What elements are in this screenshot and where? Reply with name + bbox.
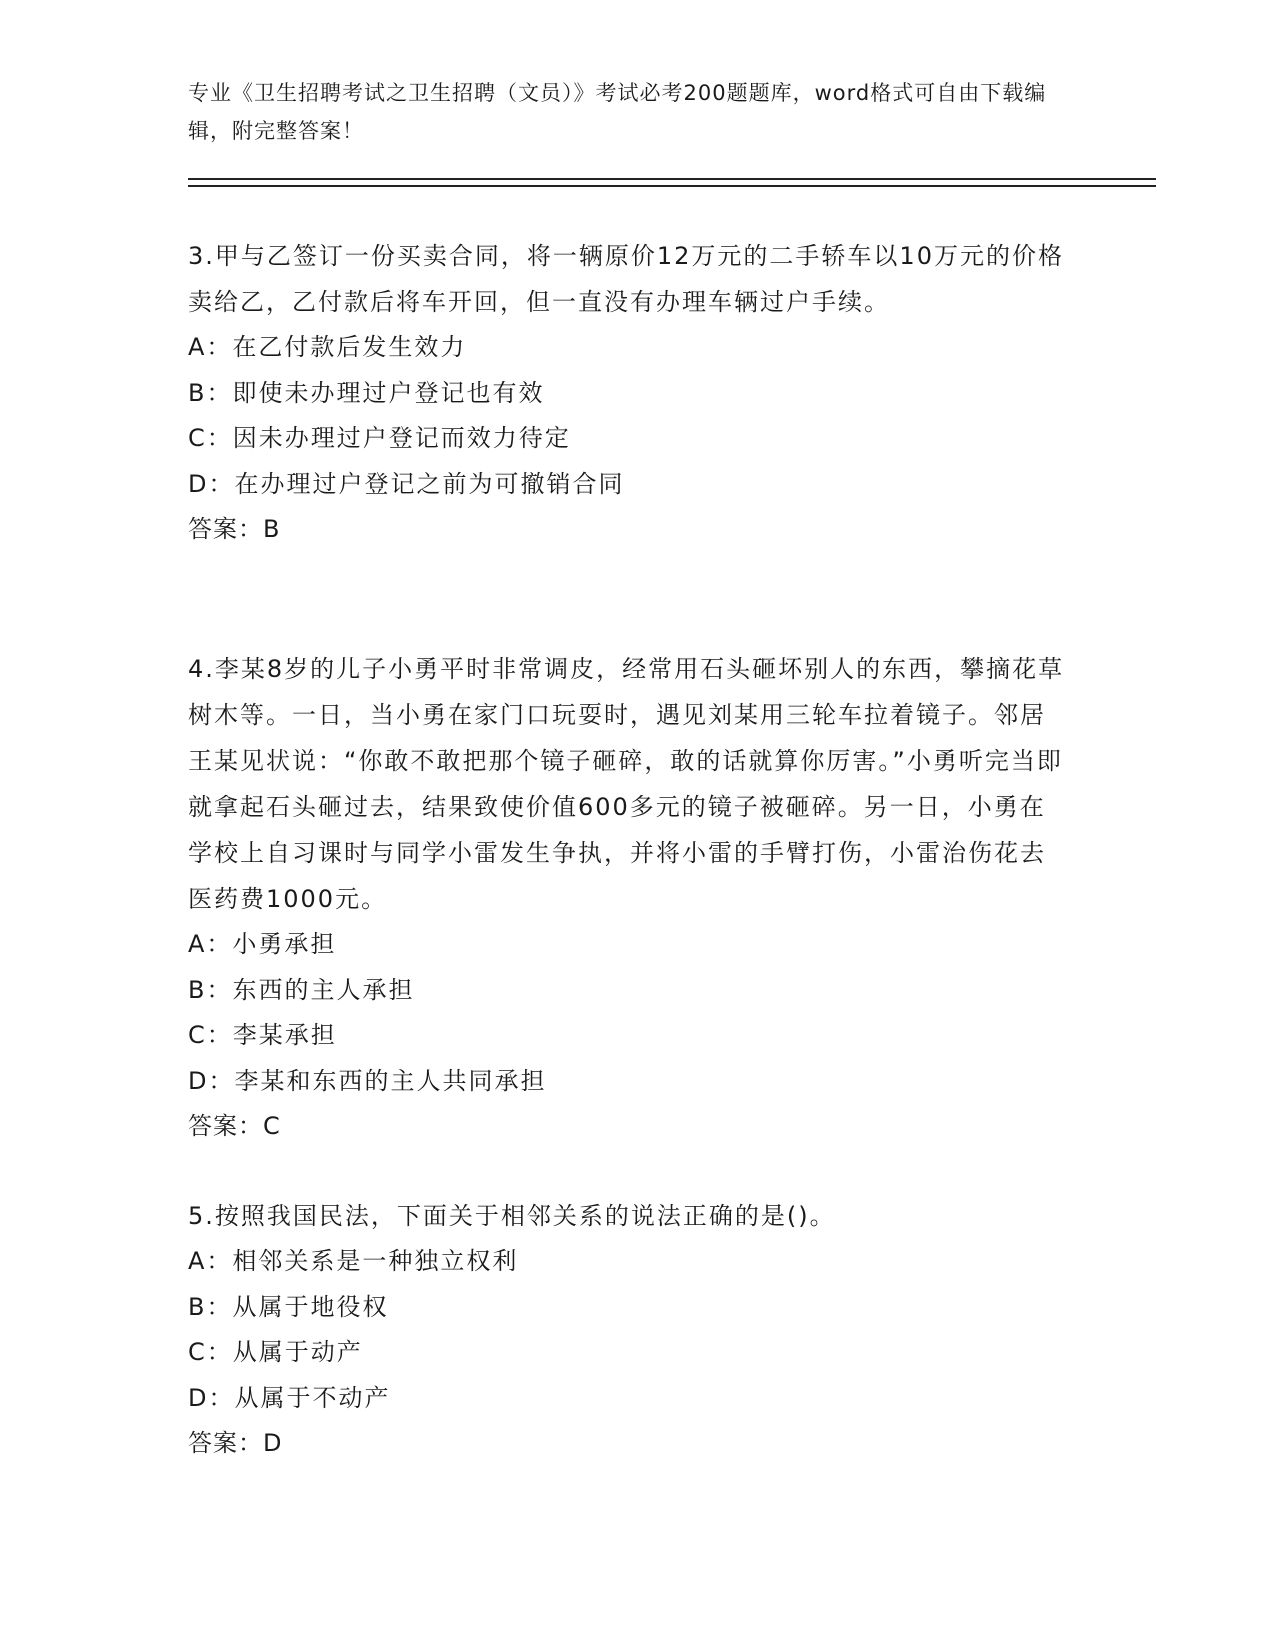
document-header: 专业《卫生招聘考试之卫生招聘（文员）》考试必考200题题库，word格式可自由下载编辑，附完整答案！ bbox=[188, 81, 1047, 143]
answer: 答案：D bbox=[188, 1429, 283, 1457]
answer: 答案：C bbox=[188, 1112, 281, 1140]
option-b: B：东西的主人承担 bbox=[188, 975, 415, 1004]
option-c: C：李某承担 bbox=[188, 1021, 337, 1049]
header-divider-bottom bbox=[188, 185, 1156, 187]
option-b: B：从属于地役权 bbox=[188, 1292, 389, 1321]
question-3 bbox=[188, 233, 1068, 553]
option-b: B：即使未办理过户登记也有效 bbox=[188, 378, 545, 407]
header-divider-top bbox=[188, 178, 1156, 180]
option-d: D：李某和东西的主人共同承担 bbox=[188, 1066, 547, 1095]
question-stem: 4.李某8岁的儿子小勇平时非常调皮，经常用石头砸坏别人的东西，攀摘花草树木等。一日，当小勇在家门口玩耍时，遇见刘某用三轮车拉着镜子。邻居王某见状说：“你敢不敢把那个镜子砸碎，敢的话就算你厉害。”小勇听完当即就拿起石头砸过去，结果致使价值600多元的镜子被砸碎。另一日，小勇在学校上自习课时与同学小雷发生争执，并将小雷的手臂打伤，小雷治伤花去医药费1000元。 bbox=[188, 655, 1065, 913]
option-a: A：在乙付款后发生效力 bbox=[188, 333, 467, 361]
option-d: D：在办理过户登记之前为可撤销合同 bbox=[188, 469, 625, 498]
option-a: A：小勇承担 bbox=[188, 930, 337, 958]
question-stem: 5.按照我国民法，下面关于相邻关系的说法正确的是()。 bbox=[188, 1202, 836, 1230]
option-a: A：相邻关系是一种独立权利 bbox=[188, 1247, 519, 1275]
option-c: C：从属于动产 bbox=[188, 1338, 363, 1366]
question-4 bbox=[188, 646, 1068, 1150]
option-d: D：从属于不动产 bbox=[188, 1383, 391, 1412]
answer: 答案：B bbox=[188, 515, 281, 543]
question-5 bbox=[188, 1193, 1068, 1467]
option-c: C：因未办理过户登记而效力待定 bbox=[188, 424, 571, 452]
question-stem: 3.甲与乙签订一份买卖合同，将一辆原价12万元的二手轿车以10万元的价格卖给乙，乙付款后将车开回，但一直没有办理车辆过户手续。 bbox=[188, 242, 1064, 316]
